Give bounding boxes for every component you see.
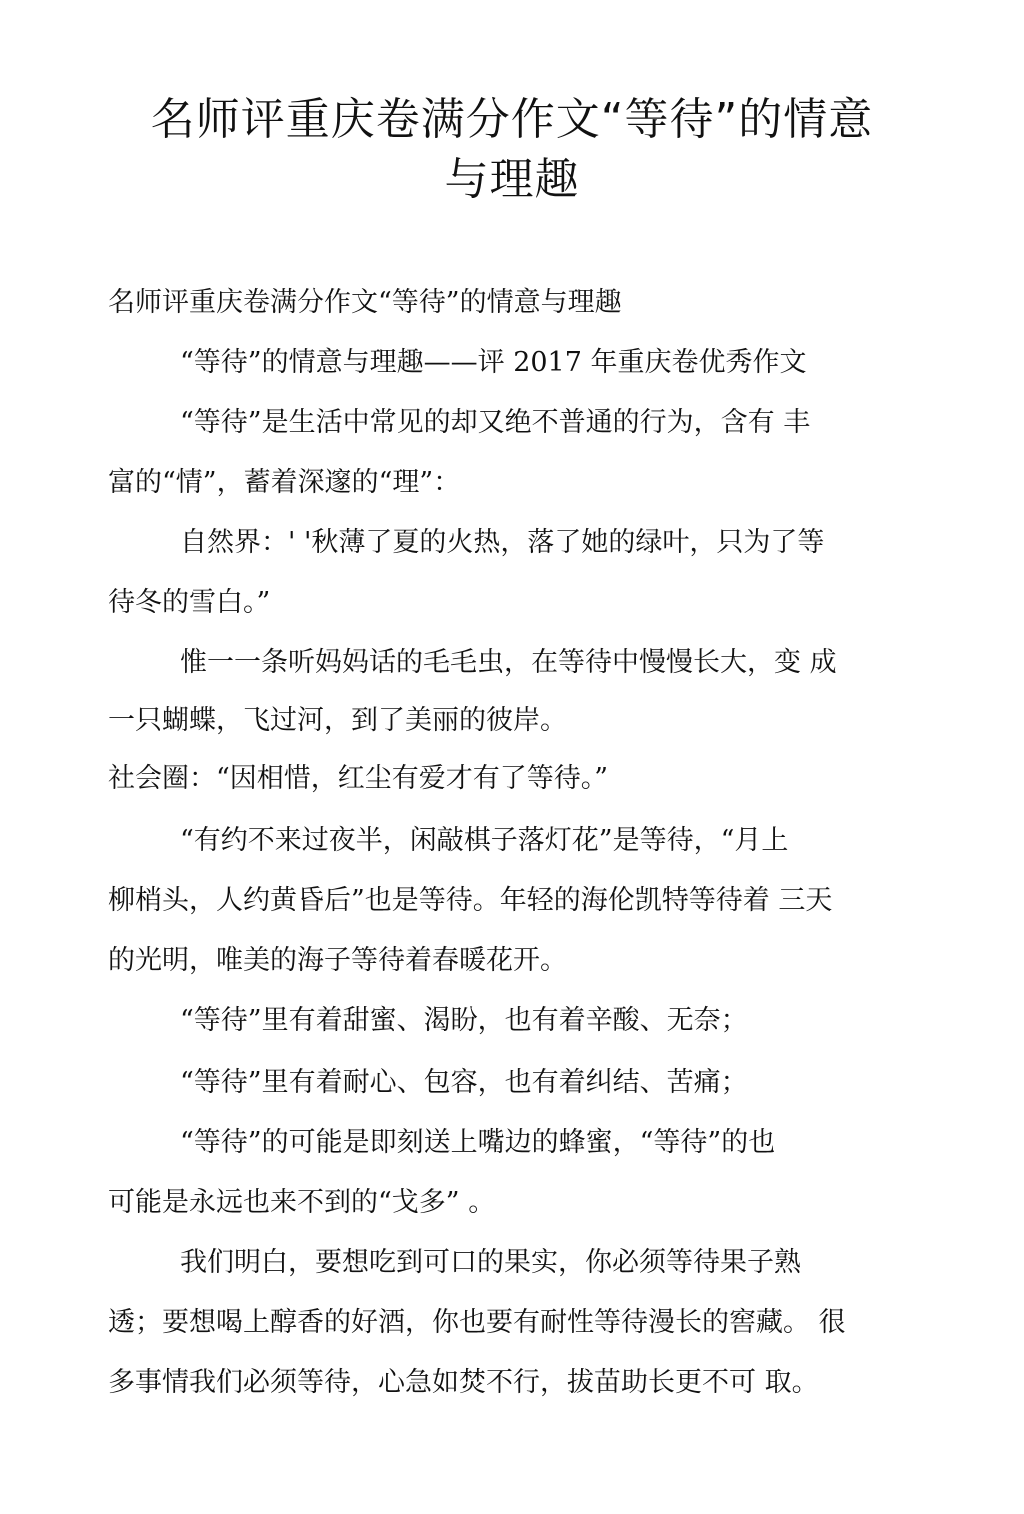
paragraph-line: 的光明，唯美的海子等待着春暖花开。 [108,945,567,976]
paragraph-line: 透；要想喝上醇香的好酒，你也要有耐性等待漫长的窖藏。 很 [108,1307,846,1338]
document-title-line-2: 与理趣 [444,154,580,205]
paragraph-line: “等待”的可能是即刻送上嘴边的蜂蜜，“等待”的也 [180,1127,776,1158]
paragraph-line: 一只蝴蝶，飞过河，到了美丽的彼岸。 [108,705,567,736]
paragraph-line: 可能是永远也来不到的“戈多” 。 [108,1187,496,1218]
paragraph-line: 多事情我们必须等待，心急如焚不行，拔苗助长更不可 取。 [108,1367,819,1398]
paragraph-line: 名师评重庆卷满分作文“等待”的情意与理趣 [108,287,622,318]
document-title-line-1: 名师评重庆卷满分作文“等待”的情意 [150,94,874,145]
paragraph-line: “等待”的情意与理趣——评 2017 年重庆卷优秀作文 [180,347,807,378]
paragraph-line: 社会圈：“因相惜，红尘有爱才有了等待。” [108,763,609,794]
paragraph-line: “等待”里有着耐心、包容，也有着纠结、苦痛； [180,1067,748,1098]
paragraph-line: 柳梢头，人约黄昏后”也是等待。年轻的海伦凯特等待着 三天 [108,885,833,916]
paragraph-line: “等待”是生活中常见的却又绝不普通的行为，含有 丰 [180,407,811,438]
paragraph-line: 待冬的雪白。” [108,587,271,618]
paragraph-line: “有约不来过夜半，闲敲棋子落灯花”是等待，“月上 [180,825,789,856]
paragraph-line: 惟一一条听妈妈话的毛毛虫，在等待中慢慢长大，变 成 [180,647,837,678]
paragraph-line: 富的“情”，蓄着深邃的“理”： [108,467,461,498]
paragraph-line: “等待”里有着甜蜜、渴盼，也有着辛酸、无奈； [180,1005,748,1036]
paragraph-line: 我们明白，要想吃到可口的果实，你必须等待果子熟 [180,1247,801,1278]
paragraph-line: 自然界：' '秋薄了夏的火热，落了她的绿叶，只为了等 [180,527,825,558]
